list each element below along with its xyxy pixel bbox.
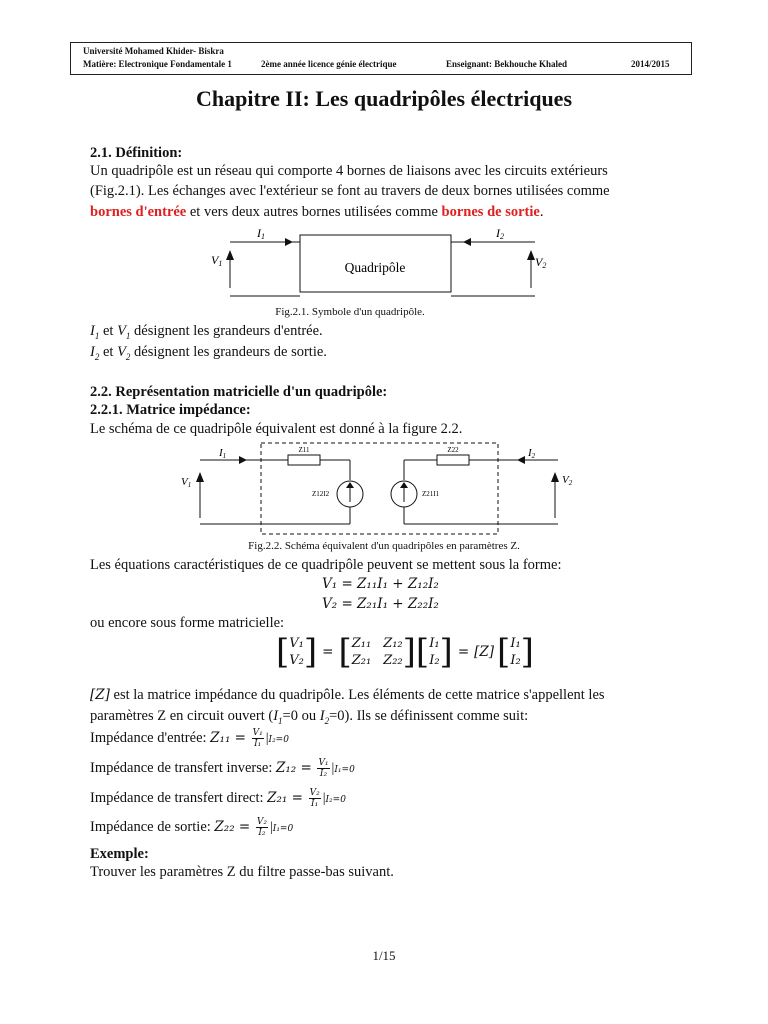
z-matrix-symbol: [Z] [474, 644, 495, 660]
z-matrix-description-2: paramètres Z en circuit ouvert ($I_1=0$ ou $I_2=0$). Ils se définissent comme suit: [90, 708, 529, 726]
fig2-v1-arrow-head [196, 472, 204, 482]
quadripole-label: Quadripôle [344, 260, 406, 275]
fig2-v2-label: V2 [562, 474, 573, 487]
i1-arrow [285, 238, 293, 246]
definition-line-3 [90, 202, 543, 222]
z12i2-label: Z12I2 [312, 490, 330, 498]
definition-line-2: (Fig.2.1). Les échanges avec l'extérieur se font au travers de deux bornes utilisées comme [90, 183, 610, 199]
subsection-heading-impedance: 2.2.1. Matrice impédance: [90, 402, 251, 418]
teacher-label: Enseignant: Bekhouche Khaled [446, 59, 568, 69]
fig2-i2-arrow [517, 456, 525, 464]
z-matrix-description-1: [Z] est la matrice impédance du quadripôle. Les éléments de cette matrice s'appellent les [90, 687, 605, 703]
figure-2-1-caption: Fig.2.1. Symbole d'un quadripôle. [275, 306, 425, 318]
equation-v1: V₁ = Z₁₁I₁ + Z₁₂I₂ [322, 576, 439, 592]
equal-sign-2: = [457, 644, 470, 660]
fig2-i2-label: I2 [528, 447, 536, 460]
equation-v2: V₂ = Z₂₁I₁ + Z₂₂I₂ [322, 596, 439, 612]
figure-2-2-intro: Le schéma de ce quadripôle équivalent est donné à la figure 2.2. [90, 421, 463, 437]
highlight-output-terminals: bornes de sortie [441, 204, 540, 220]
level-label: 2ème année licence génie électrique [261, 59, 397, 69]
chapter-title: Chapitre II: Les quadripôles électriques [195, 86, 573, 111]
equal-sign: = [322, 644, 334, 660]
z11-label: Z11 [298, 446, 310, 454]
page-number: 1/15 [372, 948, 396, 963]
year-label: 2014/2015 [631, 59, 670, 69]
output-quantities-line: $I_2$ et $V_2$ désignent les grandeurs de sortie. [90, 344, 327, 362]
param-forward-transfer: Impédance de transfert direct: Z₂₁ = $\frac{\text{V₂}}{\text{I₁}}$ |I₂=0 [90, 788, 346, 810]
section-heading-definition: 2.1. Définition: [90, 145, 183, 161]
z21i1-source-arrow-head [400, 482, 408, 488]
input-quantities-line: $I_1$ et $V_1$ désignent les grandeurs d'entrée. [90, 323, 323, 341]
z11-resistor [288, 455, 320, 465]
example-text: Trouver les paramètres Z du filtre passe-bas suivant. [90, 864, 394, 880]
figure-2-2-caption: Fig.2.2. Schéma équivalent d'un quadripôles en paramètres Z. [248, 540, 520, 552]
i-column: I₁ I₂ [429, 636, 440, 668]
z12i2-source-arrow-head [346, 482, 354, 488]
matrix-intro: ou encore sous forme matricielle: [90, 615, 285, 631]
fig2-i1-arrow [239, 456, 247, 464]
matrix-equation: [ V₁ V₂ ] = [ Z₁₁ Z₁₂ Z₂₁ Z₂₂ ] [ I₁ I₂ ] = [Z] [ I₁ I₂ ] [276, 632, 534, 672]
z22-resistor [437, 455, 469, 465]
section-heading-matrix: 2.2. Représentation matricielle d'un quadripôle: [90, 384, 388, 400]
example-heading: Exemple: [90, 846, 149, 862]
z-equivalent-circuit-figure [175, 440, 585, 540]
i-column-2: I₁ I₂ [510, 636, 521, 668]
fig2-v1-label: V1 [181, 476, 192, 489]
highlight-input-terminals: bornes d'entrée [90, 204, 187, 220]
equations-intro: Les équations caractéristiques de ce quadripôle peuvent se mettent sous la forme: [90, 557, 562, 573]
subject-label: Matière: Electronique Fondamentale 1 [83, 59, 232, 69]
i2-label: I2 [496, 226, 504, 241]
university-name: Université Mohamed Khider- Biskra [83, 46, 224, 56]
param-output-impedance: Impédance de sortie: Z₂₂ = $\frac{\text{V₂}}{\text{I₂}}$ |I₁=0 [90, 817, 294, 839]
z-matrix: Z₁₁ Z₁₂ Z₂₁ Z₂₂ [351, 636, 403, 668]
v1-label: V1 [211, 253, 223, 268]
i2-arrow [463, 238, 471, 246]
document-header [70, 42, 692, 75]
v2-label: V2 [535, 255, 547, 270]
definition-end: . [539, 204, 544, 220]
bracket: [ [276, 632, 290, 672]
definition-line-1: Un quadripôle est un réseau qui comporte 4 bornes de liaisons avec les circuits extérieurs [90, 163, 608, 179]
z22-label: Z22 [447, 446, 459, 454]
fig2-i1-label: I1 [219, 447, 227, 460]
definition-connector: et vers deux autres bornes utilisées comme [186, 204, 442, 220]
v2-arrow-head [527, 250, 535, 260]
i1-label: I1 [257, 226, 265, 241]
quadripole-symbol-figure [205, 222, 565, 304]
param-input-impedance: Impédance d'entrée: Z₁₁ = $\frac{\text{V₁}}{\text{I₁}}$ |I₂=0 [90, 728, 289, 750]
v1-arrow-head [226, 250, 234, 260]
param-reverse-transfer: Impédance de transfert inverse: Z₁₂ = $\frac{\text{V₁}}{\text{I₂}}$ |I₁=0 [90, 758, 355, 780]
v-column: V₁ V₂ [289, 636, 304, 668]
z21i1-label: Z21I1 [422, 490, 440, 498]
fig2-v2-arrow-head [551, 472, 559, 482]
